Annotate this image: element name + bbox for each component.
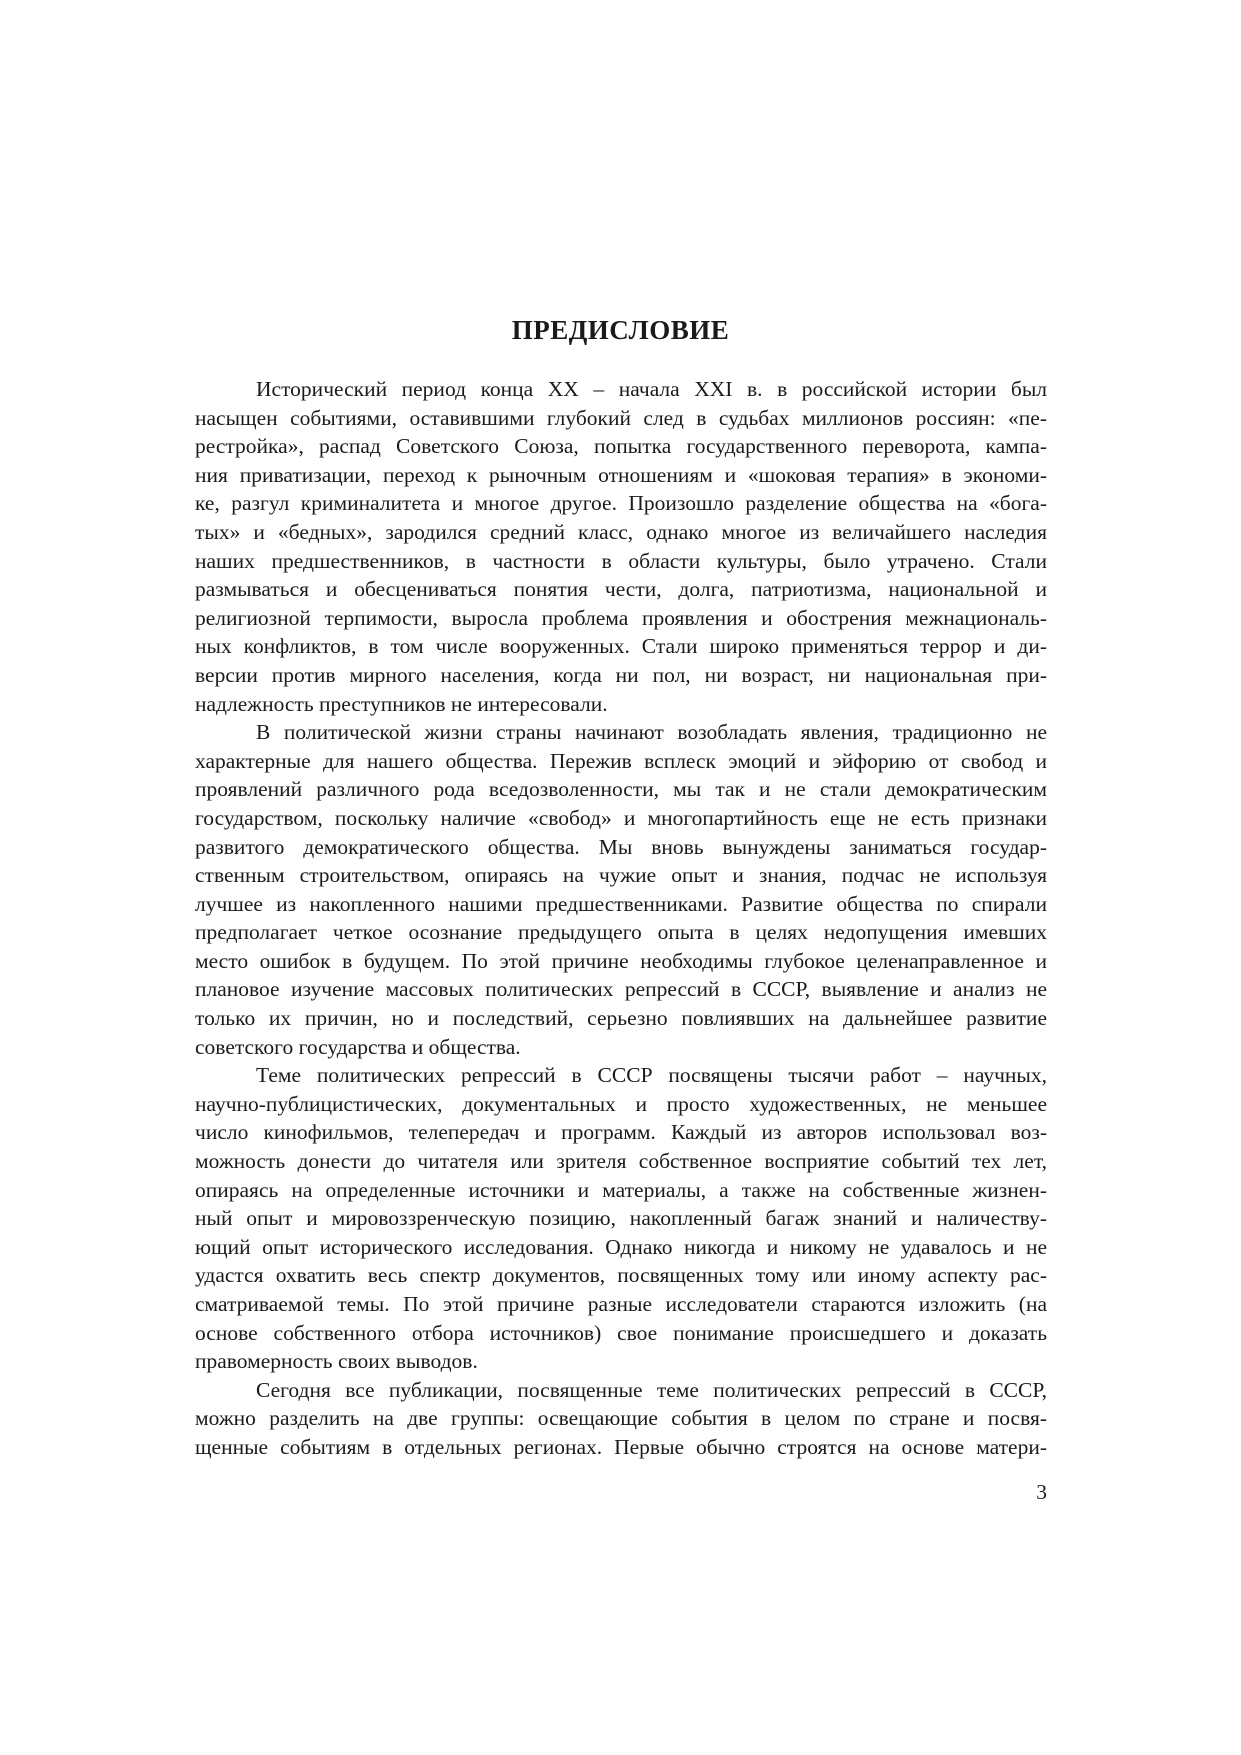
- text-line: рестройка», распад Советского Союза, попытка государственного переворота, кампа-: [195, 434, 1047, 459]
- text-line: советского государства и общества.: [195, 1034, 521, 1059]
- text-line: ния приватизации, переход к рыночным отношениям и «шоковая терапия» в экономи-: [195, 462, 1047, 487]
- text-line: версии против мирного населения, когда ни пол, ни возраст, ни национальная при-: [195, 662, 1047, 687]
- text-line: опираясь на определенные источники и материалы, а также на собственные жизнен-: [195, 1177, 1047, 1202]
- text-line: предполагает четкое осознание предыдущего опыта в целях недопущения имевших: [195, 920, 1047, 945]
- text-line: основе собственного отбора источников) свое понимание происшедшего и доказать: [195, 1320, 1047, 1345]
- text-line: число кинофильмов, телепередач и программ. Каждый из авторов использовал воз-: [195, 1120, 1047, 1145]
- paragraph: [195, 1061, 1047, 1376]
- text-line: Теме политических репрессий в СССР посвящены тысячи работ – научных,: [256, 1063, 1047, 1088]
- paragraph: [195, 1376, 1047, 1462]
- text-line: научно-публицистических, документальных и просто художественных, не меньшее: [195, 1091, 1047, 1116]
- text-line: тых» и «бедных», зародился средний класс, однако многое из величайшего наследия: [195, 519, 1047, 544]
- text-line: сматриваемой темы. По этой причине разные исследователи стараются изложить (на: [195, 1292, 1047, 1316]
- text-line: можно разделить на две группы: освещающие события в целом по стране и посвя-: [195, 1406, 1047, 1431]
- body-text: [195, 375, 1047, 1462]
- text-line: ке, разгул криминалитета и многое другое. Произошло разделение общества на «бога-: [195, 491, 1047, 516]
- text-line: размываться и обесцениваться понятия чести, долга, патриотизма, национальной и: [195, 577, 1047, 602]
- text-line: правомерность своих выводов.: [195, 1349, 478, 1374]
- text-line: религиозной терпимости, выросла проблема проявления и обострения межнациональ-: [195, 605, 1047, 630]
- text-line: государством, поскольку наличие «свобод» и многопартийность еще не есть признаки: [195, 805, 1047, 830]
- text-line: Сегодня все публикации, посвященные теме политических репрессий в СССР,: [256, 1377, 1047, 1402]
- text-line: характерные для нашего общества. Пережив всплеск эмоций и эйфорию от свобод и: [195, 748, 1047, 773]
- text-line: ственным строительством, опираясь на чужие опыт и знания, подчас не используя: [195, 863, 1047, 888]
- text-line: насыщен событиями, оставившими глубокий след в судьбах миллионов россиян: «пе-: [195, 405, 1047, 430]
- paragraph: [195, 718, 1047, 1061]
- text-line: развитого демократического общества. Мы вновь вынуждены заниматься государ-: [195, 834, 1047, 859]
- text-line: ный опыт и мировоззренческую позицию, накопленный багаж знаний и наличеству-: [195, 1206, 1047, 1231]
- page-number: 3: [1036, 1480, 1047, 1504]
- text-line: плановое изучение массовых политических репрессий в СССР, выявление и анализ не: [195, 977, 1047, 1002]
- text-line: Исторический период конца XX – начала XXI в. в российской истории был: [256, 377, 1047, 401]
- text-line: ющий опыт исторического исследования. Однако никогда и никому не удавалось и не: [195, 1234, 1047, 1259]
- text-line: проявлений различного рода вседозволенности, мы так и не стали демократическим: [195, 777, 1047, 802]
- text-line: ных конфликтов, в том числе вооруженных. Стали широко применяться террор и ди-: [195, 634, 1047, 659]
- paragraph: [195, 375, 1047, 718]
- text-line: можность донести до читателя или зрителя собственное восприятие событий тех лет,: [195, 1149, 1047, 1174]
- page-title: ПРЕДИСЛОВИЕ: [511, 315, 730, 345]
- text-line: щенные событиям в отдельных регионах. Первые обычно строятся на основе матери-: [195, 1434, 1047, 1459]
- text-line: лучшее из накопленного нашими предшественниками. Развитие общества по спирали: [195, 891, 1047, 916]
- text-line: В политической жизни страны начинают возобладать явления, традиционно не: [256, 720, 1047, 745]
- text-line: место ошибок в будущем. По этой причине необходимы глубокое целенаправленное и: [195, 948, 1047, 973]
- text-line: удастся охватить весь спектр документов, посвященных тому или иному аспекту рас-: [195, 1263, 1047, 1288]
- text-line: только их причин, но и последствий, серьезно повлиявших на дальнейшее развитие: [195, 1006, 1047, 1031]
- text-line: надлежность преступников не интересовали.: [195, 691, 608, 716]
- text-line: наших предшественников, в частности в области культуры, было утрачено. Стали: [195, 548, 1047, 573]
